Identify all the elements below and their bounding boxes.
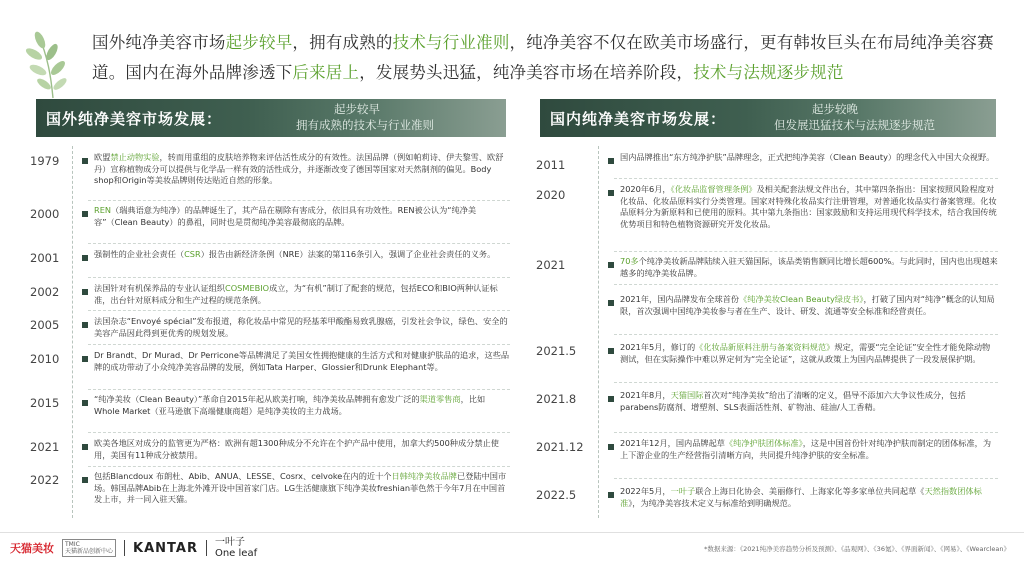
timeline-entry: 2000 REN（瑞典语意为纯净）的品牌诞生了，其产品在剔除有害成分，依旧具有功效性。REN被公认为“纯净美容”（Clean Beauty）的鼻祖，同时也是贯彻纯净美容最彻底的品牌。 (30, 205, 477, 227)
timeline-entry: 2010 Dr Brandt、Dr Murad、Dr Perricone等品牌满足了美国女性拥抱健康的生活方式和对健康护肤品的追求，这些品牌的成功带动了小众纯净美容品牌的发展，例如Tata Harper、Glossier和Drunk Elephant等。 (30, 350, 510, 372)
domestic-market-header (540, 99, 996, 137)
timeline-entry: 2021.8 2021年8月，天猫国际首次对“纯净美妆”给出了清晰的定义，倡导不添加六大争议性成分，包括parabens防腐剂、增塑剂、SLS表面活性剂、矿物油、硅油/人工香精。 (536, 390, 966, 412)
timeline-entry: 2021 70多个纯净美妆新品牌陆续入驻天猫国际，该品类销售额同比增长超600%。与此同时，国内也出现越来越多的纯净美妆品牌。 (536, 256, 998, 278)
timeline-entry: 2015 “纯净美妆（Clean Beauty）”革命自2015年起从欧美打响，纯净美妆品牌拥有愈发广泛的渠道零售商，比如Whole Market（亚马逊旗下高端健康商超）是纯净美妆的主力战场。 (30, 394, 486, 416)
footer-divider (0, 532, 1024, 533)
footer-logos (10, 537, 257, 559)
timeline-entry: 2020 2020年6月，《化妆品监督管理条例》及相关配套法规文件出台，其中第四条指出：国家按照风险程度对化妆品、化妆品原料实行分类管理。国家对特殊化妆品实行注册管理，对普通化妆品实行备案管理。化妆品原料分为新原料和已使用的原料。其中第九条指出：国家鼓励和支持运用现代科学技术，结合我国传统优势项目和特色植物资源研究开发化妆品。 (536, 184, 997, 229)
timeline-entry: 2022.5 2022年5月，一叶子联合上海日化协会、美丽修行、上海家化等多家单位共同起草《天然指数团体标准》，为纯净美容技术定义与标准给到明确规范。 (536, 486, 982, 508)
timeline-entry: 2002 法国针对有机保养品的专业认证组织COSMEBIO成立，为“有机”制订了配套的规范，包括ECO和BIO两种认证标准，出台针对原料成分和生产过程的规范条例。 (30, 283, 498, 305)
domestic-timeline (536, 146, 998, 526)
timeline-entry: 2021年，国内品牌发布全球首份《纯净美妆Clean Beauty绿皮书》，打破了国内对“纯净”概念的认知局限，首次强调中国纯净美妆参与者在生产、设计、研发、流通等安全标准和经营责任。 (536, 294, 998, 317)
tmic-logo: TMIC 天猫新品创新中心 (62, 539, 116, 557)
foreign-market-header (36, 99, 506, 137)
timeline-entry: 2021.5 2021年5月，修订的《化妆品新原料注册与备案资料规范》规定，需要“完全论证”安全性才能免除动物测试，但在实际操作中难以界定何为“完全论证”，这就从政策上为国内品牌提供了一段发展保护期。 (536, 342, 991, 364)
kantar-logo: KANTAR (133, 540, 198, 556)
leaf-decoration-icon (18, 22, 88, 100)
timeline-entry: 2001 强制性的企业社会责任（CSR）报告由新经济条例（NRE）法案的第116条引入，强调了企业社会责任的义务。 (30, 249, 496, 265)
foreign-market-title: 国外纯净美容市场发展： (46, 109, 223, 128)
data-source-note: *数据来源：《2021纯净美容趋势分析及预测》、《品观网》、《36氪》、《界面新闻》、《网易》、《Wearclean》 (704, 545, 1010, 553)
timeline-entry: 2011 国内品牌推出“东方纯净护肤”品牌理念，正式把纯净美容（Clean Beauty）的理念代入中国大众视野。 (536, 152, 995, 172)
foreign-timeline (30, 146, 510, 526)
page-headline: 国外纯净美容市场起步较早，拥有成熟的技术与行业准则，纯净美容不仅在欧美市场盛行，更有韩妆巨头在布局纯净美容赛道。国内在海外品牌渗透下后来居上，发展势头迅猛，纯净美容市场在培养阶段，技术与法规逐步规范 (92, 33, 994, 82)
one-leaf-logo: 一叶子 One leaf (214, 537, 258, 559)
timeline-entry: 1979 欧盟禁止动物实验，转而用重组的皮肤培养物来评估活性成分的有效性。法国品牌（例如帕莉诗、伊夫黎雪、欧舒丹）宣称植物成分可以提供与化学品一样有效的活性成分，并逐渐改变了德国等国家对天然制剂的偏见。Body shop和Origin等美妆品牌则传达贴近自然的形象。 (30, 152, 504, 186)
timeline-entry: 2021.12 2021年12月，国内品牌起草《纯净护肤团体标准》，这是中国首份针对纯净护肤而制定的团体标准，为上下游企业的生产经营指引清晰方向，共同提升纯净护肤的安全标准。 (536, 438, 992, 460)
timeline-entry: 2022 包括Blancdoux 布朗杜、Abib、ANUA、LESSE、Cosrx、celvoke在内的近十个日韩纯净美妆品牌已登陆中国市场。韩国品牌Abib在上海北外滩开设中国首家门店。LG生活健康旗下纯净美妆freshian菲色然于今年7月在中国首发上市，并一同入驻天猫。 (30, 471, 507, 505)
domestic-market-subtitle: 起步较晚 但发展迅猛技术与法规逐步规范 (774, 102, 935, 132)
timeline-entry: 2021 欧美各地区对成分的监管更为严格：欧洲有超1300种成分不允许在个护产品中使用，加拿大约500种成分禁止使用，美国有11种成分被禁用。 (30, 438, 499, 460)
tmall-beauty-logo: 天猫美妆 (10, 542, 54, 555)
timeline-entry: 2005 法国杂志“Envoyé spécial”发布报道，称化妆品中常见的羟基苯甲酸酯易致乳腺癌，引发社会争议，绿色、安全的美容产品因此得到更优秀的规划发展。 (30, 316, 508, 338)
foreign-market-subtitle: 起步较早 拥有成熟的技术与行业准则 (296, 102, 434, 132)
domestic-market-title: 国内纯净美容市场发展： (550, 109, 727, 128)
